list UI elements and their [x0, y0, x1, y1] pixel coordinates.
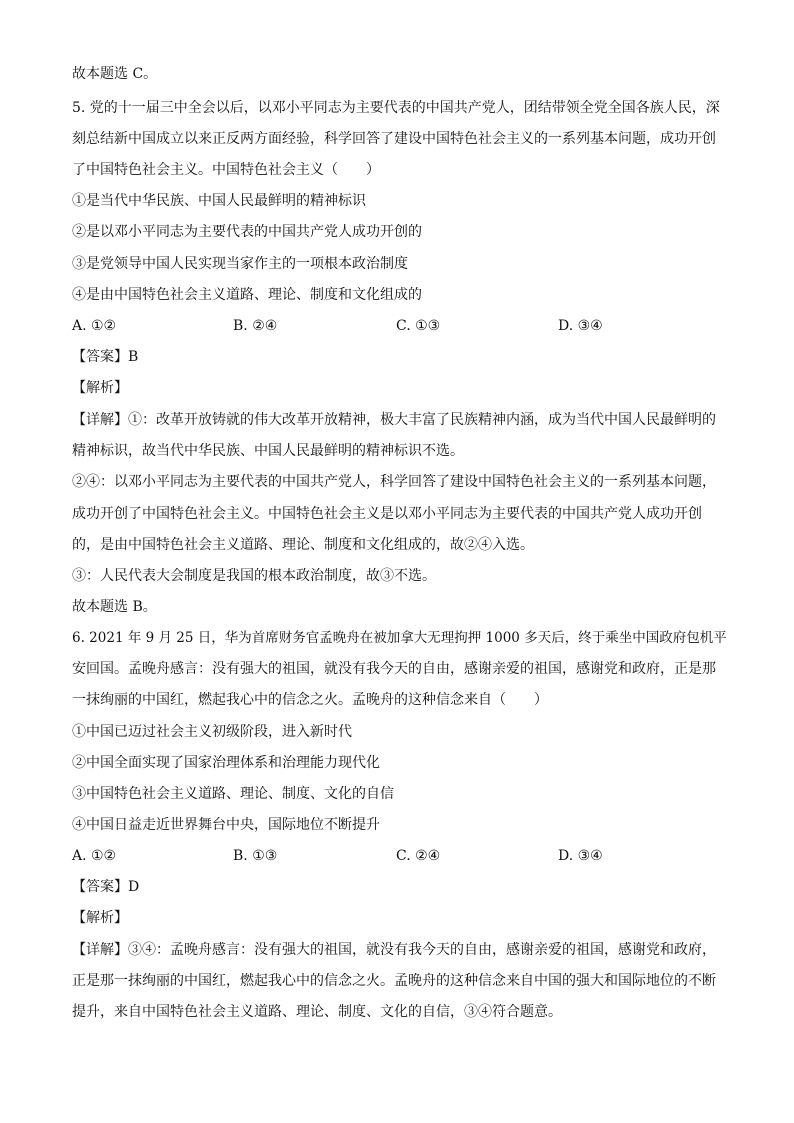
q6-answer: 【答案】D	[72, 879, 140, 895]
q6-option-d: D. ③④	[558, 848, 603, 864]
q5-option-b: B. ②④	[233, 318, 278, 334]
q5-answer: 【答案】B	[72, 349, 139, 365]
q5-stem-line-1: 5. 党的十一届三中全会以后，以邓小平同志为主要代表的中国共产党人，团结带领全党全国各族人民，深	[72, 100, 720, 116]
q5-stem-line-2: 刻总结新中国成立以来正反两方面经验，科学回答了建设中国特色社会主义的一系列基本问题，成功开创	[72, 131, 716, 147]
q6-analysis-line-1: 【详解】③④：孟晚舟感言：没有强大的祖国，就没有我今天的自由，感谢亲爱的祖国，感谢党和政府，	[72, 942, 716, 958]
q5-analysis-line-6: ③：人民代表大会制度是我国的根本政治制度，故③不选。	[72, 568, 436, 584]
q6-statement-4: ④中国日益走近世界舞台中央，国际地位不断提升	[72, 817, 380, 833]
q5-analysis-line-3: ②④：以邓小平同志为主要代表的中国共产党人，科学回答了建设中国特色社会主义的一系列基本问题，	[72, 474, 716, 490]
q5-analysis-line-2: 精神标识，故当代中华民族、中国人民最鲜明的精神标识不选。	[72, 443, 464, 459]
q6-option-a: A. ①②	[72, 848, 117, 864]
q6-option-c: C. ②④	[396, 848, 441, 864]
q5-statement-2: ②是以邓小平同志为主要代表的中国共产党人成功开创的	[72, 224, 422, 240]
q5-option-c: C. ①③	[396, 318, 441, 334]
q6-analysis-line-2: 正是那一抹绚丽的中国红，燃起我心中的信念之火。孟晚舟的这种信念来自中国的强大和国际地位的不断	[72, 973, 716, 989]
q5-statement-4: ④是由中国特色社会主义道路、理论、制度和文化组成的	[72, 287, 422, 303]
q5-analysis-label: 【解析】	[72, 380, 128, 396]
q5-statement-1: ①是当代中华民族、中国人民最鲜明的精神标识	[72, 193, 366, 209]
q5-option-a: A. ①②	[72, 318, 117, 334]
q5-statement-3: ③是党领导中国人民实现当家作主的一项根本政治制度	[72, 256, 408, 272]
q5-analysis-line-5: 的，是由中国特色社会主义道路、理论、制度和文化组成的，故②④入选。	[72, 537, 534, 553]
q5-option-d: D. ③④	[558, 318, 603, 334]
q5-analysis-line-7: 故本题选 B。	[72, 599, 157, 615]
q5-analysis-line-1: 【详解】①：改革开放铸就的伟大改革开放精神，极大丰富了民族精神内涵，成为当代中国人民最鲜明的	[72, 412, 716, 428]
q6-statement-3: ③中国特色社会主义道路、理论、制度、文化的自信	[72, 786, 394, 802]
q6-analysis-line-3: 提升，来自中国特色社会主义道路、理论、制度、文化的自信，③④符合题意。	[72, 1004, 562, 1020]
q5-stem-line-3: 了中国特色社会主义。中国特色社会主义（ ）	[72, 162, 380, 178]
q5-analysis-line-4: 成功开创了中国特色社会主义。中国特色社会主义是以邓小平同志为主要代表的中国共产党人成功开创	[72, 506, 702, 522]
q6-stem-line-3: 一抹绚丽的中国红，燃起我心中的信念之火。孟晚舟的这种信念来自（ ）	[72, 692, 548, 708]
q6-analysis-label: 【解析】	[72, 910, 128, 926]
q6-option-b: B. ①③	[233, 848, 278, 864]
q6-statement-2: ②中国全面实现了国家治理体系和治理能力现代化	[72, 755, 380, 771]
q6-stem-line-2: 安回国。孟晚舟感言：没有强大的祖国，就没有我今天的自由，感谢亲爱的祖国，感谢党和政府，正是那	[72, 661, 716, 677]
prev-conclusion: 故本题选 C。	[72, 66, 158, 82]
q6-stem-line-1: 6. 2021 年 9 月 25 日，华为首席财务官孟晚舟在被加拿大无理拘押 1000 多天后，终于乘坐中国政府包机平	[72, 630, 727, 646]
q6-statement-1: ①中国已迈过社会主义初级阶段，进入新时代	[72, 724, 352, 740]
